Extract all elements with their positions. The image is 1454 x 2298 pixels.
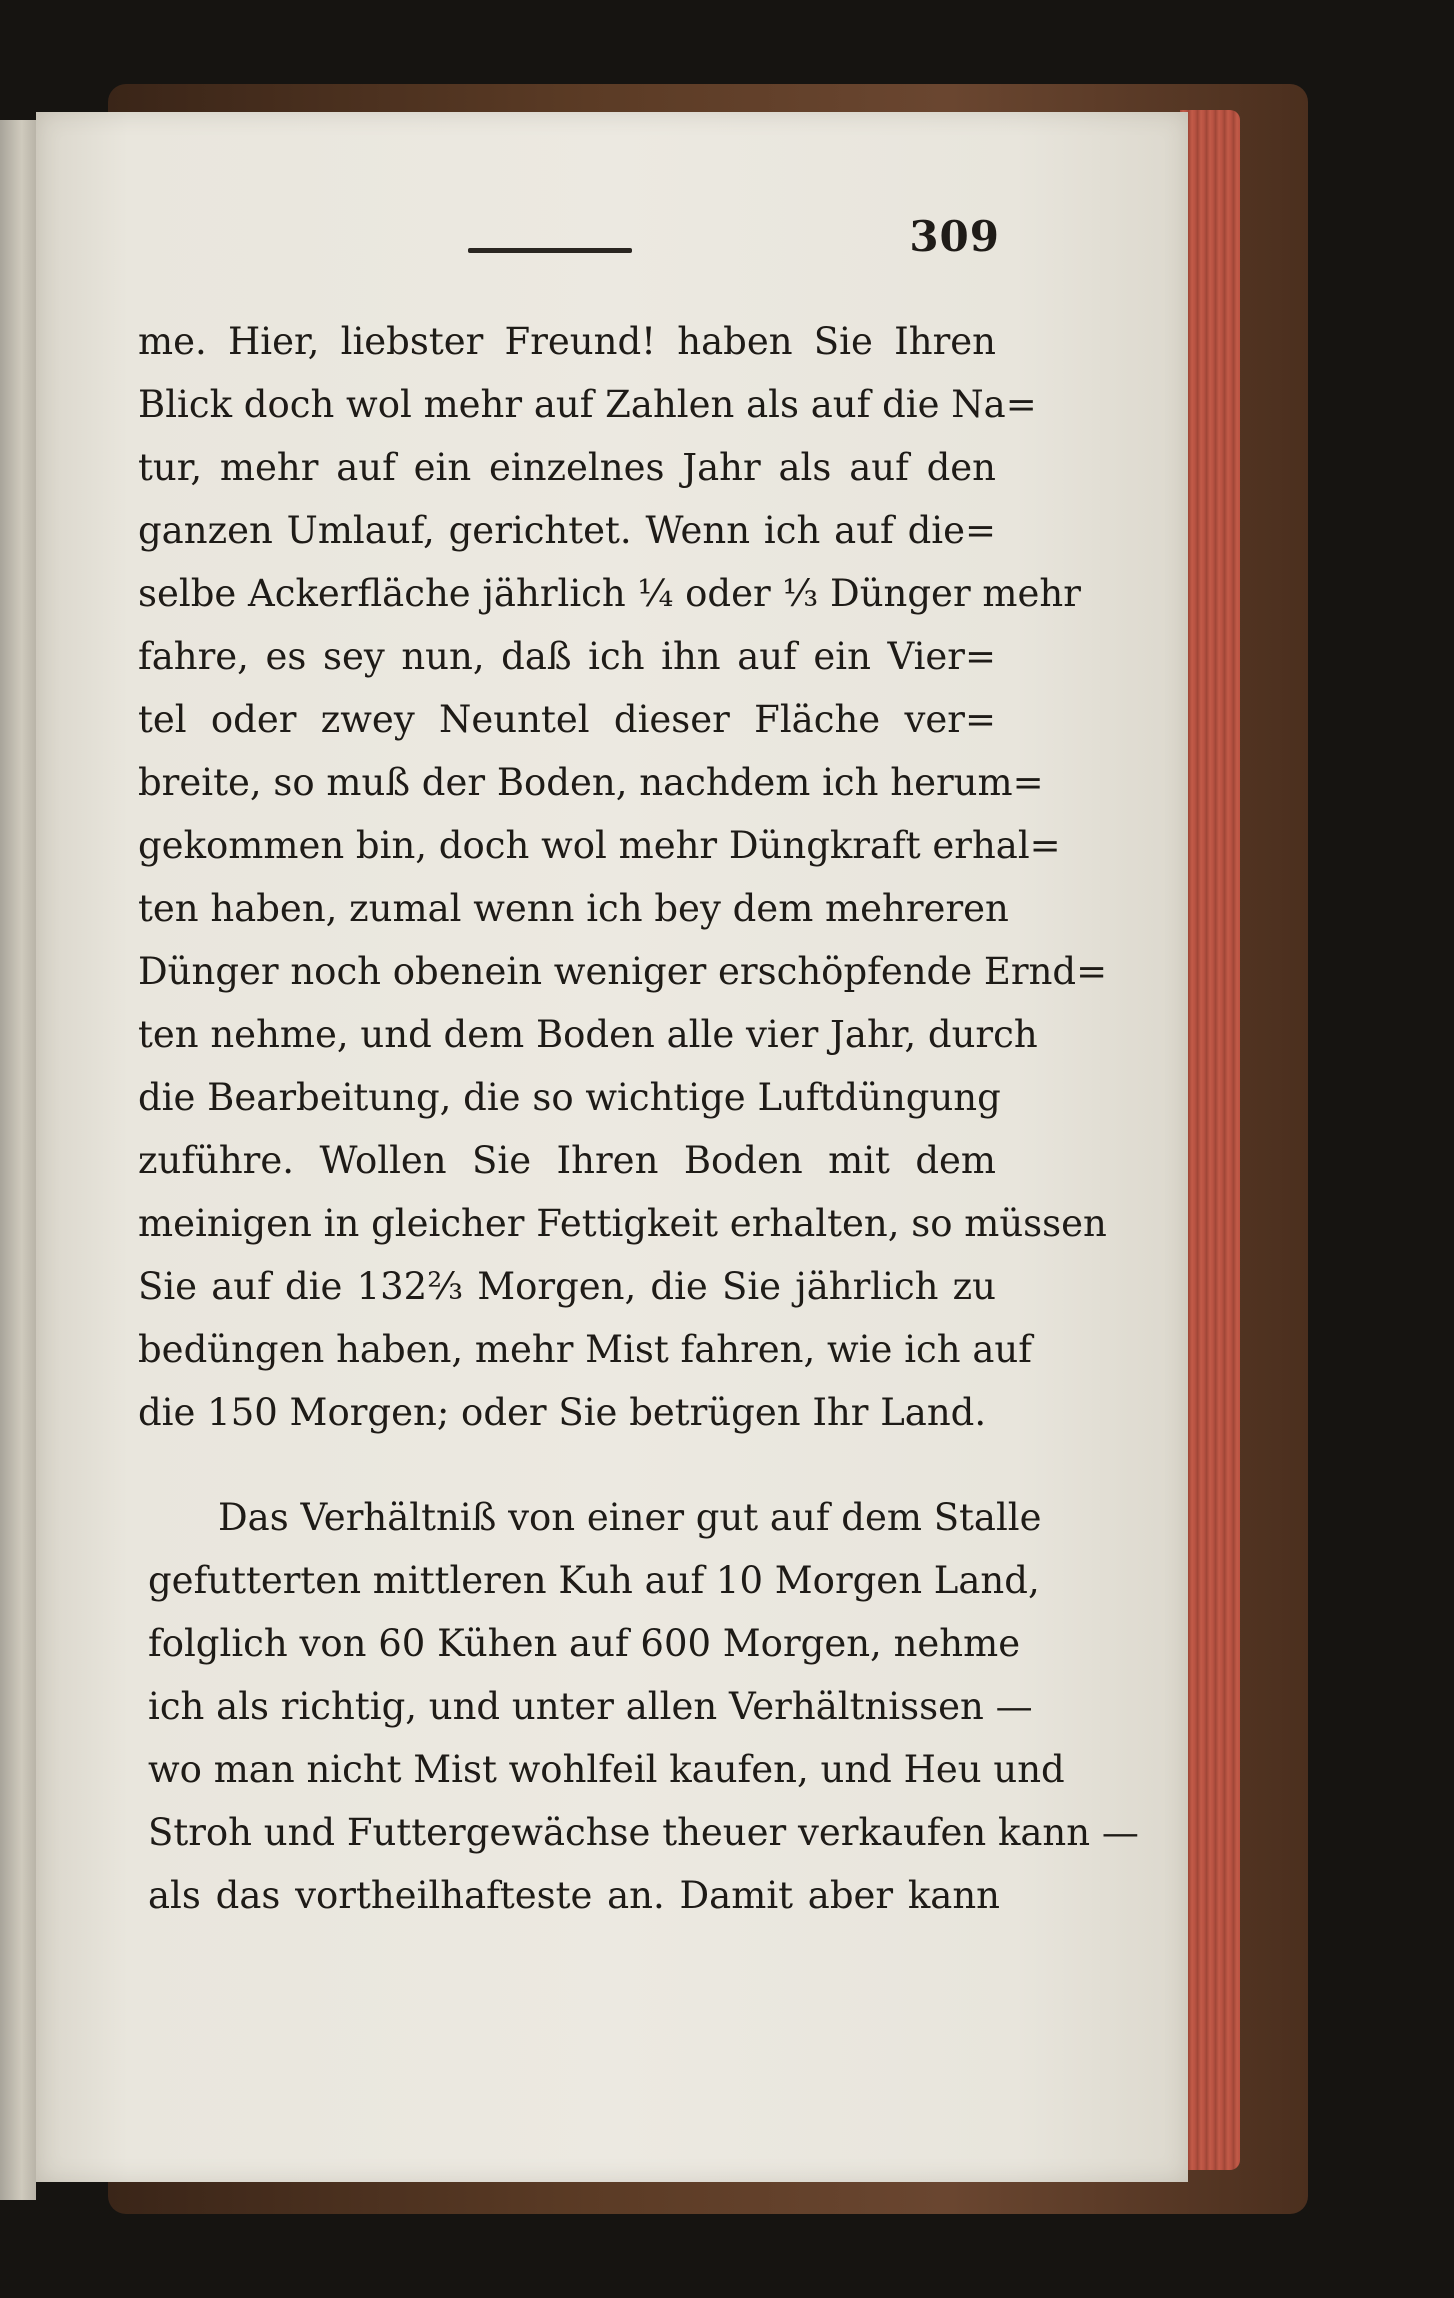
- text-line: meinigen in gleicher Fettigkeit erhalten, so müssen: [138, 1202, 1107, 1245]
- text-line: als das vortheilhafteste an. Damit aber kann: [148, 1874, 1000, 1917]
- text-line: tur, mehr auf ein einzelnes Jahr als auf den: [138, 446, 996, 489]
- paragraph-first-line: Das Verhältniß von einer gut auf dem Stalle: [218, 1496, 1042, 1539]
- text-line: selbe Ackerfläche jährlich ¼ oder ⅓ Dünger mehr: [138, 572, 1081, 615]
- text-line: zuführe. Wollen Sie Ihren Boden mit dem: [138, 1139, 996, 1182]
- text-line: breite, so muß der Boden, nachdem ich herum=: [138, 761, 1044, 804]
- text-line: Stroh und Futtergewächse theuer verkaufen kann —: [148, 1811, 1139, 1854]
- text-line: Dünger noch obenein weniger erschöpfende Ernd=: [138, 950, 1108, 993]
- text-line: die Bearbeitung, die so wichtige Luftdüngung: [138, 1076, 1001, 1119]
- text-line: gefutterten mittleren Kuh auf 10 Morgen Land,: [148, 1559, 1040, 1602]
- text-line: Sie auf die 132⅔ Morgen, die Sie jährlich zu: [138, 1265, 996, 1308]
- text-line: bedüngen haben, mehr Mist fahren, wie ich auf: [138, 1328, 1032, 1371]
- gilded-page-edge: [1180, 110, 1240, 2170]
- text-line: ganzen Umlauf, gerichtet. Wenn ich auf die=: [138, 509, 996, 552]
- text-line: gekommen bin, doch wol mehr Düngkraft erhal=: [138, 824, 1061, 867]
- text-line: tel oder zwey Neuntel dieser Fläche ver=: [138, 698, 996, 741]
- text-line: Blick doch wol mehr auf Zahlen als auf die Na=: [138, 383, 1037, 426]
- text-line: ten nehme, und dem Boden alle vier Jahr, durch: [138, 1013, 1038, 1056]
- text-line: folglich von 60 Kühen auf 600 Morgen, nehme: [148, 1622, 1021, 1665]
- text-line: die 150 Morgen; oder Sie betrügen Ihr Land.: [138, 1391, 987, 1434]
- text-line: ten haben, zumal wenn ich bey dem mehreren: [138, 887, 1009, 930]
- header-rule: [468, 248, 632, 253]
- text-line: ich als richtig, und unter allen Verhältnissen —: [148, 1685, 1033, 1728]
- text-line: me. Hier, liebster Freund! haben Sie Ihren: [138, 320, 996, 363]
- facing-page-edge: [0, 120, 36, 2200]
- page-number: 309: [909, 212, 1000, 261]
- text-line: fahre, es sey nun, daß ich ihn auf ein Vier=: [138, 635, 996, 678]
- text-line: wo man nicht Mist wohlfeil kaufen, und Heu und: [148, 1748, 1065, 1791]
